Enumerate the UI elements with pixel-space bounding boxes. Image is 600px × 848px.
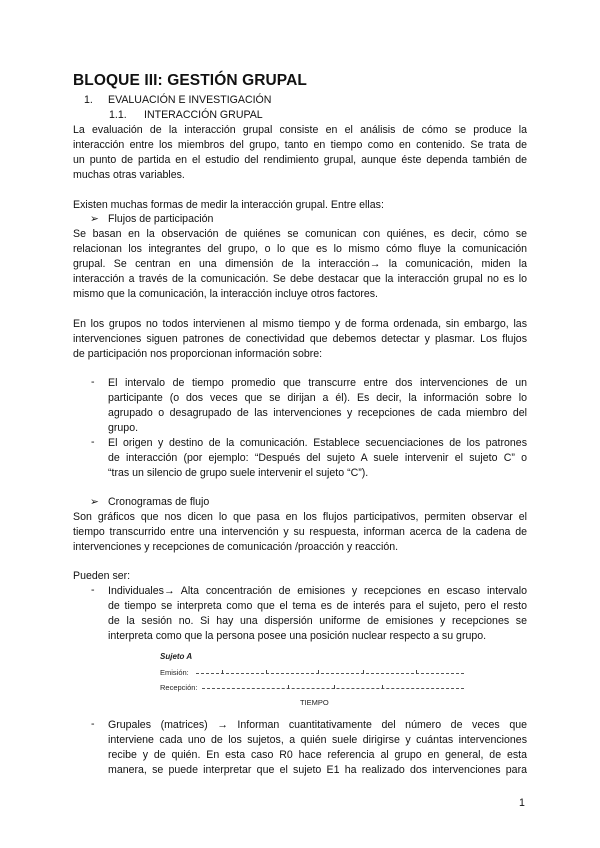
list-dash: - <box>91 718 95 730</box>
para3-line: Se basan en la observación de quiénes se comunican con quiénes, es decir, cómo se <box>73 228 527 240</box>
list-dash: - <box>91 584 95 596</box>
list1-item1-line: agrupado o desagrupado de las intervenciones y recepciones de cada miembro del <box>108 407 527 419</box>
bullet-arrow-icon: ➢ <box>90 496 99 508</box>
emission-tick <box>266 670 267 674</box>
para4-line: de participación nos proporcionan información sobre: <box>73 348 323 360</box>
figure-reception-label: Recepción: <box>160 683 198 692</box>
emission-tick <box>416 670 417 674</box>
para3-line: interacción a través de la comunicación. Se debe destacar que la interacción grupal no es lo <box>73 273 527 285</box>
reception-tick <box>288 685 289 689</box>
para1-line: interacción entre los miembros del grupo, tanto en tiempo como en contenido. Se trata de <box>73 139 527 151</box>
para4-line: intervenciones siguen patrones de conectividad que debemos detectar y plasmar. Los flujos <box>73 333 527 345</box>
bullet-arrow-icon: ➢ <box>90 213 99 225</box>
emission-tick <box>318 670 319 674</box>
para1-line: La evaluación de la interacción grupal consiste en el análisis de cómo se produce la <box>73 124 527 136</box>
list1-item2-line: de interacción (por ejemplo: “Después del sujeto A suele intervenir el sujeto C” o <box>108 452 527 464</box>
list2-item2-line: Grupales (matrices) → Informan cuantitativamente del número de veces que <box>108 719 527 731</box>
figure-emission-label: Emisión: <box>160 668 189 677</box>
figure-axis-label: TIEMPO <box>300 698 329 707</box>
list2-item2-line: recibe y de quién. En esta caso R0 hace referencia al grupo en general, de esta <box>108 749 527 761</box>
list2-item2-line: interviene cada uno de los sujetos, a quién suele dirigirse y cuántas intervenciones <box>108 734 527 746</box>
bullet1-title: Flujos de participación <box>108 213 214 225</box>
list-dash: - <box>91 436 95 448</box>
list-dash: - <box>91 376 95 388</box>
chronogram-figure <box>158 650 470 708</box>
para2-text: Existen muchas formas de medir la interacción grupal. Entre ellas: <box>73 199 384 211</box>
reception-timeline <box>202 688 464 689</box>
para5-line: Son gráficos que nos dicen lo que pasa en los flujos participativos, permiten observar el <box>73 511 527 523</box>
heading-2-number: 1.1. <box>109 109 127 121</box>
list2-item1-line: interpreta como que la persona posee una posición nuclear respecto a su grupo. <box>108 630 487 642</box>
list1-item2-line: El origen y destino de la comunicación. Establece secuenciaciones de los patrones <box>108 437 527 449</box>
para5-line: intervenciones y recepciones de comunicación /proacción y reacción. <box>73 541 399 553</box>
list1-item1-line: El intervalo de tiempo promedio que transcurre entre dos intervenciones de un <box>108 377 527 389</box>
heading-1-text: EVALUACIÓN E INVESTIGACIÓN <box>108 94 272 106</box>
reception-tick <box>382 685 383 689</box>
list1-item1-line: participante (o dos veces que se dirijan a él). Es decir, la información sobre lo <box>108 392 527 404</box>
list2-item1-line: Individuales→ Alta concentración de emisiones y recepciones en escaso intervalo <box>108 585 527 597</box>
para5-line: tiempo transcurrido entre una intervención y su respuesta, informan acerca de la cadena de <box>73 526 527 538</box>
emission-timeline <box>196 673 464 674</box>
para1-line: muchas otras variables. <box>73 169 185 181</box>
heading-1-number: 1. <box>84 94 93 106</box>
para3-line: relacionan los integrantes del grupo, o lo que es lo mismo cómo fluye la comunicación <box>73 243 527 255</box>
list2-item1-line: de tiempo se interpreta como que el tema es de interés para el sujeto, pero el resto <box>108 600 527 612</box>
para1-line: un punto de partida en el estudio del rendimiento grupal, aunque éste dependa también de <box>73 154 527 166</box>
list1-item1-line: grupo. <box>108 422 139 434</box>
list2-item2-line: manera, se puede interpretar que el sujeto E1 ha realizado dos intervenciones para <box>108 764 527 776</box>
reception-tick <box>334 685 335 689</box>
para6-text: Pueden ser: <box>73 570 131 582</box>
para3-line: mismo que la comunicación, la interacción incluye otros factores. <box>73 288 379 300</box>
emission-tick <box>222 670 223 674</box>
list1-item2-line: “tras un silencio de grupo suele intervenir el sujeto “C”). <box>108 467 369 479</box>
bullet2-title: Cronogramas de flujo <box>108 496 210 508</box>
page-number: 1 <box>519 797 525 809</box>
para4-line: En los grupos no todos intervienen al mismo tiempo y de forma ordenada, sin embargo, las <box>73 318 527 330</box>
figure-subject-label: Sujeto A <box>160 652 193 661</box>
document-title: BLOQUE III: GESTIÓN GRUPAL <box>73 72 307 89</box>
para3-line: grupal. Se centran en una dimensión de la interacción→ la comunicación, miden la <box>73 258 527 270</box>
list2-item1-line: de la sesión no. Si hay una dispersión uniforme de emisiones y recepciones se <box>108 615 527 627</box>
heading-2-text: INTERACCIÓN GRUPAL <box>144 109 263 121</box>
emission-tick <box>363 670 364 674</box>
